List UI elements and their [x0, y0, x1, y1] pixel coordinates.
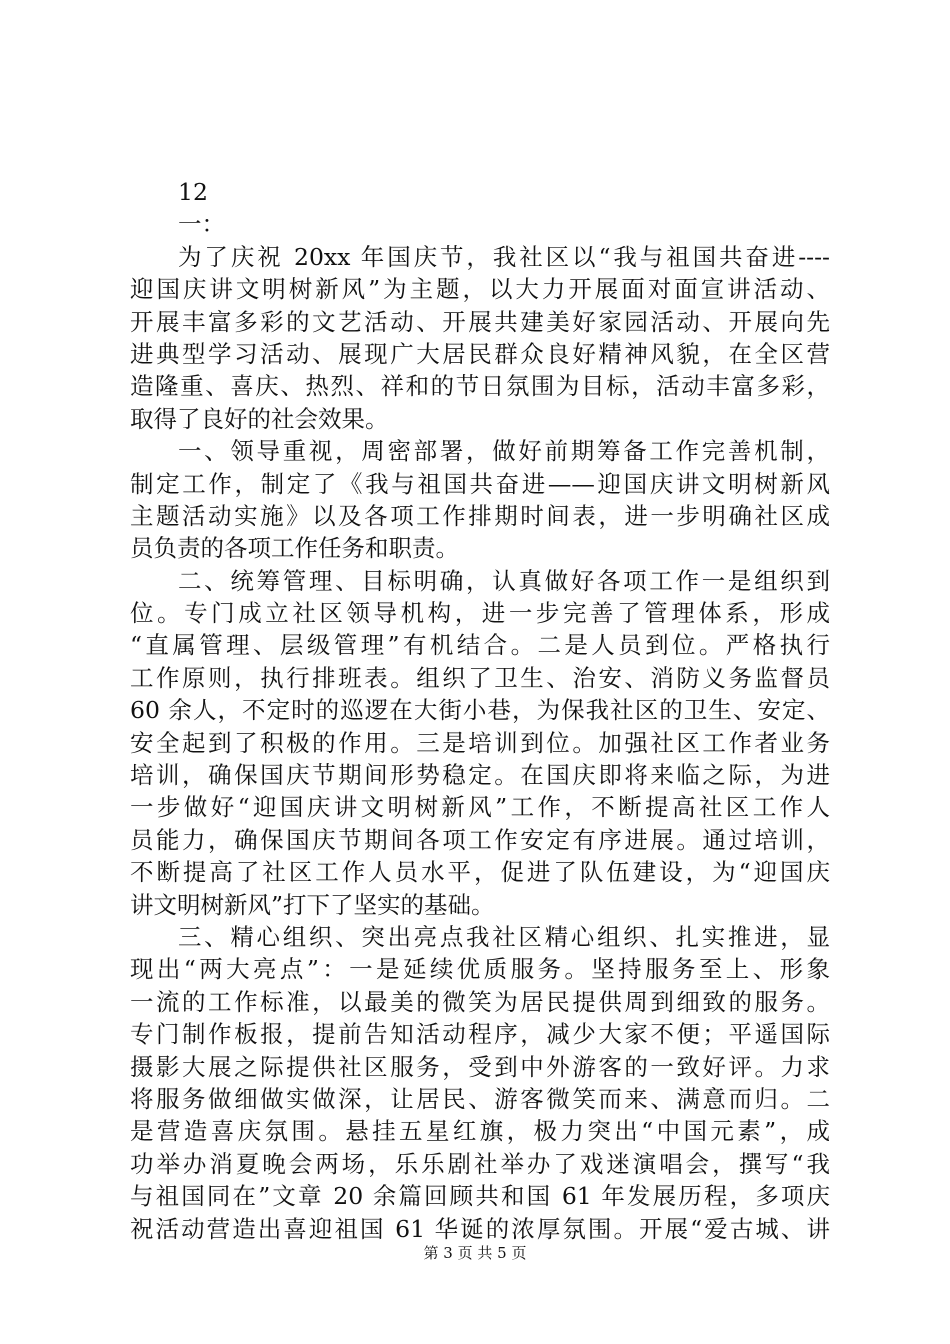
text-line: “直属管理、层级管理”有机结合。二是人员到位。严格执行 — [130, 631, 830, 660]
text-line: 造隆重、喜庆、热烈、祥和的节日氛围为目标，活动丰富多彩， — [130, 372, 830, 401]
text-line: 员负责的各项工作任务和职责。 — [130, 534, 459, 563]
text-line: 工作原则，执行排班表。组织了卫生、治安、消防义务监督员 — [130, 663, 830, 692]
text-line: 安全起到了积极的作用。三是培训到位。加强社区工作者业务 — [130, 728, 830, 757]
text-line: 制定工作，制定了《我与祖国共奋进——迎国庆讲文明树新风 — [130, 469, 830, 498]
text-line: 讲文明树新风”打下了坚实的基础。 — [130, 890, 495, 919]
text-line: 位。专门成立社区领导机构，进一步完善了管理体系，形成 — [130, 599, 830, 628]
text-line: 一流的工作标准，以最美的微笑为居民提供周到细致的服务。 — [130, 987, 830, 1016]
text-line: 员能力，确保国庆节期间各项工作安定有序进展。通过培训， — [130, 825, 830, 854]
text-line: 摄影大展之际提供社区服务，受到中外游客的一致好评。力求 — [130, 1052, 830, 1081]
text-line: 将服务做细做实做深，让居民、游客微笑而来、满意而归。二 — [130, 1084, 830, 1113]
section-marker: 一： — [178, 210, 225, 239]
text-line: 是营造喜庆氛围。悬挂五星红旗，极力突出“中国元素”，成 — [130, 1117, 830, 1146]
text-line: 一步做好“迎国庆讲文明树新风”工作，不断提高社区工作人 — [130, 793, 830, 822]
text-line: 培训，确保国庆节期间形势稳定。在国庆即将来临之际，为进 — [130, 761, 830, 790]
text-line: 60 余人，不定时的巡逻在大街小巷，为保我社区的卫生、安定、 — [130, 696, 830, 725]
text-line: 取得了良好的社会效果。 — [130, 404, 389, 433]
section-heading-2: 二、统筹管理、目标明确，认真做好各项工作一是组织到 — [178, 566, 830, 595]
text-line: 迎国庆讲文明树新风”为主题，以大力开展面对面宣讲活动、 — [130, 275, 830, 304]
text-line: 不断提高了社区工作人员水平，促进了队伍建设，为“迎国庆 — [130, 858, 830, 887]
text-line: 进典型学习活动、展现广大居民群众良好精神风貌，在全区营 — [130, 339, 830, 368]
text-line: 与祖国同在”文章 20 余篇回顾共和国 61 年发展历程，多项庆 — [130, 1182, 830, 1211]
text-line: 专门制作板报，提前告知活动程序，减少大家不便；平遥国际 — [130, 1020, 830, 1049]
text-line: 祝活动营造出喜迎祖国 61 华诞的浓厚氛围。开展“爱古城、讲 — [130, 1214, 830, 1243]
section-heading-3: 三、精心组织、突出亮点我社区精心组织、扎实推进，显 — [178, 922, 830, 951]
page-footer: 第 3 页 共 5 页 — [423, 1244, 527, 1262]
text-line: 现出“两大亮点”：一是延续优质服务。坚持服务至上、形象 — [130, 955, 830, 984]
text-line: 功举办消夏晚会两场，乐乐剧社举办了戏迷演唱会，撰写“我 — [130, 1149, 830, 1178]
text-line: 为了庆祝 20xx 年国庆节，我社区以“我与祖国共奋进---- — [178, 242, 830, 271]
heading-number: 12 — [178, 178, 208, 206]
section-heading-1: 一、领导重视，周密部署，做好前期筹备工作完善机制， — [178, 437, 830, 466]
text-line: 开展丰富多彩的文艺活动、开展共建美好家园活动、开展向先 — [130, 307, 830, 336]
text-line: 主题活动实施》以及各项工作排期时间表，进一步明确社区成 — [130, 501, 830, 530]
document-body — [130, 176, 830, 1245]
